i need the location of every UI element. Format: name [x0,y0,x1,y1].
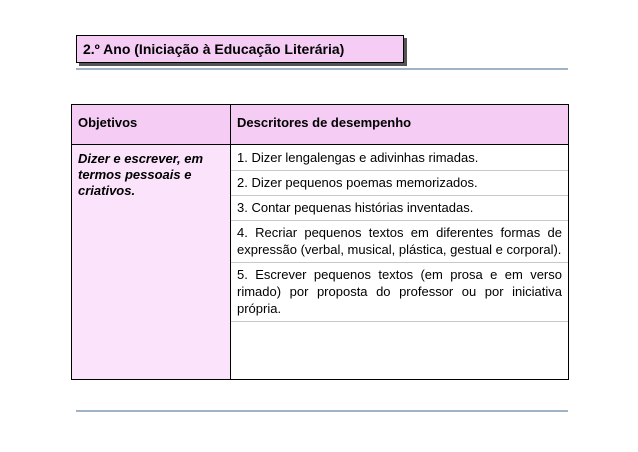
header-descriptors: Descritores de desempenho [231,105,569,145]
table-row [72,145,569,380]
table-header-row [72,105,569,145]
top-divider [76,68,568,70]
descriptor-item: 2. Dizer pequenos poemas memorizados. [231,170,568,195]
bottom-divider [76,410,568,412]
descriptor-item: 3. Contar pequenas histórias inventadas. [231,195,568,220]
header-objectives: Objetivos [72,105,231,145]
descriptor-item: 4. Recriar pequenos textos em diferentes formas de expressão (verbal, musical, plástica, gestual e corporal). [231,220,568,262]
descriptor-item: 1. Dizer lengalengas e adivinhas rimadas. [237,150,479,165]
objective-cell: Dizer e escrever, em termos pessoais e criativos. [72,145,231,380]
descriptor-item: 5. Escrever pequenos textos (em prosa e em verso rimado) por proposta do professor ou por iniciativa própria. [231,262,568,322]
descriptors-cell [231,145,569,380]
page-title: 2.º Ano (Iniciação à Educação Literária) [76,35,404,63]
descriptors-table [71,104,569,380]
